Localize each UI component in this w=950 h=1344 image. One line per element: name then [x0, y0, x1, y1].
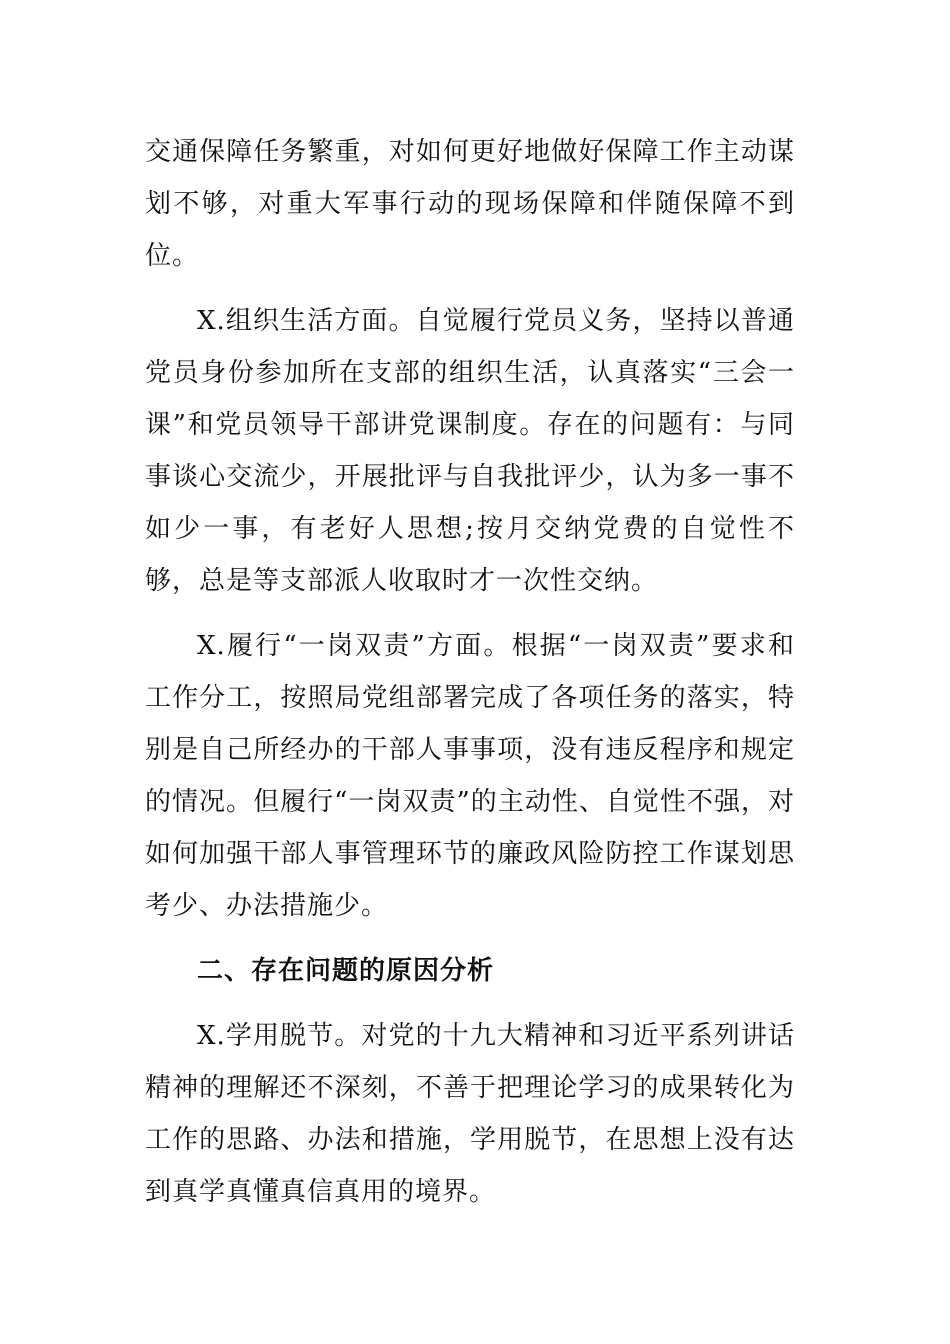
paragraph-organizational-life: X.组织生活方面。自觉履行党员义务，坚持以普通党员身份参加所在支部的组织生活，认真落实“三会一课”和党员领导干部讲党课制度。存在的问题有：与同事谈心交流少，开展批评与自我批评少，认为多一事不如少一事，有老好人思想;按月交纳党费的自觉性不够，总是等支部派人收取时才一次性交纳。 [145, 306, 795, 596]
paragraph-continuation: 交通保障任务繁重，对如何更好地做好保障工作主动谋划不够，对重大军事行动的现场保障和伴随保障不到位。 [145, 137, 795, 271]
document-body [145, 126, 795, 1218]
section-heading-cause-analysis: 二、存在问题的原因分析 [197, 956, 495, 986]
paragraph-dual-responsibility: X.履行“一岗双责”方面。根据“一岗双责”要求和工作分工，按照局党组部署完成了各项任务的落实，特别是自己所经办的干部人事事项，没有违反程序和规定的情况。但履行“一岗双责”的主动性、自觉性不强，对如何加强干部人事管理环节的廉政风险防控工作谋划思考少、办法措施少。 [145, 631, 795, 921]
paragraph-study-application: X.学用脱节。对党的十九大精神和习近平系列讲话精神的理解还不深刻，不善于把理论学习的成果转化为工作的思路、办法和措施，学用脱节，在思想上没有达到真学真懂真信真用的境界。 [145, 1021, 795, 1207]
